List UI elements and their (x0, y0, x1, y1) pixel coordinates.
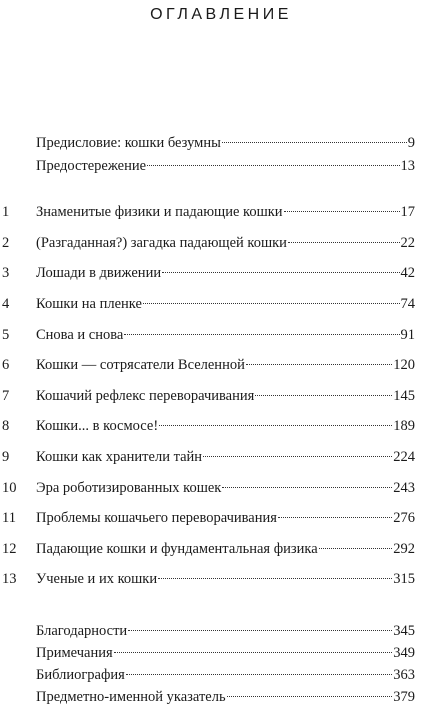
toc-entry-page: 379 (393, 689, 415, 705)
chapter-number: 4 (2, 296, 10, 312)
toc-entry-page: 120 (393, 357, 415, 373)
toc-entry-page: 189 (393, 418, 415, 434)
chapter-number: 5 (2, 327, 10, 343)
dot-leader (162, 272, 399, 273)
dot-leader (147, 165, 399, 166)
toc-entry-page: 243 (393, 480, 415, 496)
dot-leader (255, 395, 392, 396)
chapter-number: 10 (2, 480, 17, 496)
toc-entry-label: Примечания (36, 645, 113, 661)
toc-entry-label: Падающие кошки и фундаментальная физика (36, 541, 318, 557)
toc-entry-label: Предисловие: кошки безумны (36, 135, 221, 151)
toc-entry-label: Предостережение (36, 158, 147, 174)
chapter-number: 8 (2, 418, 10, 434)
dot-leader (222, 142, 407, 143)
toc-entry-label: Знаменитые физики и падающие кошки (36, 204, 283, 220)
toc-entry-page: 345 (393, 623, 415, 639)
toc-chapter-12[interactable] (0, 539, 442, 559)
toc-entry-page: 363 (393, 667, 415, 683)
toc-entry-label: Кошки как хранители тайн (36, 449, 203, 465)
toc-entry-page: 292 (393, 541, 415, 557)
toc-entry-page: 13 (400, 158, 415, 174)
toc-chapter-8[interactable] (0, 416, 442, 436)
toc-entry-label: Ученые и их кошки (36, 571, 158, 587)
toc-entry-page: 224 (393, 449, 415, 465)
chapter-number: 13 (2, 571, 17, 587)
toc-entry-page: 17 (400, 204, 415, 220)
toc-entry-page: 9 (407, 135, 415, 151)
toc-entry-label: Проблемы кошачьего переворачивания (36, 510, 277, 526)
dot-leader (288, 242, 400, 243)
dot-leader (128, 630, 392, 631)
chapter-number: 7 (2, 388, 10, 404)
toc-chapter-5[interactable] (0, 325, 442, 345)
chapter-number: 3 (2, 265, 10, 281)
toc-entry-label: Благодарности (36, 623, 128, 639)
dot-leader (114, 652, 393, 653)
toc-chapter-10[interactable] (0, 478, 442, 498)
toc-chapter-11[interactable] (0, 508, 442, 528)
toc-entry-label: Эра роботизированных кошек (36, 480, 222, 496)
toc-entry-label: (Разгаданная?) загадка падающей кошки (36, 235, 287, 251)
toc-chapter-9[interactable] (0, 447, 442, 467)
toc-entry-page: 145 (393, 388, 415, 404)
dot-leader (222, 487, 392, 488)
toc-chapter-7[interactable] (0, 386, 442, 406)
chapter-number: 1 (2, 204, 10, 220)
dot-leader (159, 425, 392, 426)
toc-chapter-13[interactable] (0, 569, 442, 589)
toc-entry-label: Снова и снова (36, 327, 124, 343)
dot-leader (203, 456, 392, 457)
toc-entry-label: Лошади в движении (36, 265, 162, 281)
dot-leader (126, 674, 392, 675)
toc-entry-index[interactable] (0, 687, 442, 707)
dot-leader (143, 303, 400, 304)
toc-entry-page: 22 (400, 235, 415, 251)
dot-leader (158, 578, 392, 579)
toc-entry-page: 315 (393, 571, 415, 587)
toc-entry-warning[interactable] (0, 156, 442, 176)
toc-entry-page: 276 (393, 510, 415, 526)
dot-leader (246, 364, 392, 365)
toc-entry-notes[interactable] (0, 643, 442, 663)
chapter-number: 2 (2, 235, 10, 251)
toc-entry-page: 74 (400, 296, 415, 312)
toc-entry-label: Библиография (36, 667, 125, 683)
chapter-number: 6 (2, 357, 10, 373)
toc-chapter-2[interactable] (0, 233, 442, 253)
toc-entry-label: Кошачий рефлекс переворачивания (36, 388, 255, 404)
dot-leader (278, 517, 392, 518)
dot-leader (284, 211, 400, 212)
toc-entry-label: Предметно-именной указатель (36, 689, 226, 705)
dot-leader (124, 334, 399, 335)
toc-chapter-6[interactable] (0, 355, 442, 375)
toc-entry-label: Кошки на пленке (36, 296, 142, 312)
toc-entry-preface[interactable] (0, 133, 442, 153)
toc-entry-label: Кошки — сотрясатели Вселенной (36, 357, 245, 373)
toc-entry-bibliography[interactable] (0, 665, 442, 685)
dot-leader (227, 696, 393, 697)
toc-chapter-4[interactable] (0, 294, 442, 314)
toc-entry-page: 349 (393, 645, 415, 661)
toc-entry-label: Кошки... в космосе! (36, 418, 159, 434)
chapter-number: 11 (2, 510, 16, 526)
toc-chapter-1[interactable] (0, 202, 442, 222)
dot-leader (319, 548, 393, 549)
toc-entry-page: 91 (400, 327, 415, 343)
chapter-number: 9 (2, 449, 10, 465)
page-title: ОГЛАВЛЕНИЕ (150, 6, 292, 23)
chapter-number: 12 (2, 541, 17, 557)
toc-chapter-3[interactable] (0, 263, 442, 283)
toc-entry-acknowledgements[interactable] (0, 621, 442, 641)
toc-entry-page: 42 (400, 265, 415, 281)
